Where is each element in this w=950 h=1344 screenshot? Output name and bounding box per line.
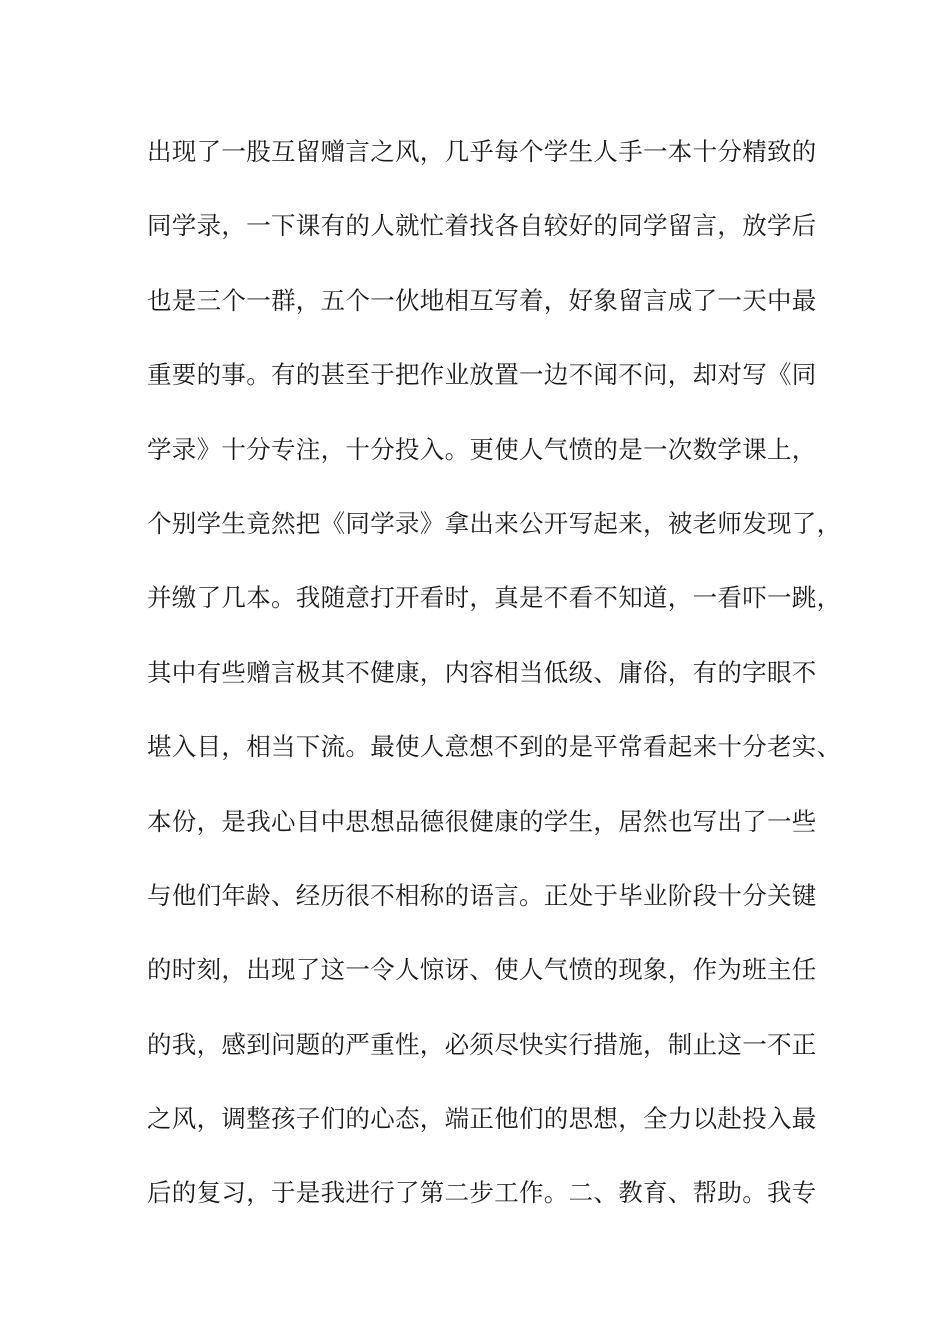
body-paragraph — [147, 134, 842, 1250]
text-line: 出现了一股互留赠言之风，几乎每个学生人手一本十分精致的 — [147, 137, 817, 166]
text-line: 堪入目，相当下流。最使人意想不到的是平常看起来十分老实、 — [147, 732, 842, 762]
text-line: 学录》十分专注，十分投入。更使人气愤的是一次数学课上， — [147, 434, 817, 464]
text-line: 也是三个一群，五个一伙地相互写着，好象留言成了一天中最 — [147, 285, 817, 315]
text-line: 的我，感到问题的严重性，必须尽快实行措施，制止这一不正 — [147, 1029, 817, 1059]
text-line: 后的复习，于是我进行了第二步工作。二、教育、帮助。我专 — [147, 1178, 817, 1208]
text-line: 其中有些赠言极其不健康，内容相当低级、庸俗，有的字眼不 — [147, 657, 817, 687]
text-line: 之风，调整孩子们的心态，端正他们的思想，全力以赴投入最 — [147, 1104, 817, 1134]
text-line: 本份，是我心目中思想品德很健康的学生，居然也写出了一些 — [147, 806, 817, 836]
text-line: 与他们年龄、经历很不相称的语言。正处于毕业阶段十分关键 — [147, 880, 817, 910]
text-line: 重要的事。有的甚至于把作业放置一边不闻不问，却对写《同 — [147, 360, 817, 390]
text-line: 同学录，一下课有的人就忙着找各自较好的同学留言，放学后 — [147, 211, 817, 241]
text-line: 并缴了几本。我随意打开看时，真是不看不知道，一看吓一跳， — [147, 583, 842, 613]
text-line: 的时刻，出现了这一令人惊讶、使人气愤的现象，作为班主任 — [147, 955, 817, 985]
text-line: 个别学生竟然把《同学录》拿出来公开写起来，被老师发现了， — [147, 508, 842, 538]
